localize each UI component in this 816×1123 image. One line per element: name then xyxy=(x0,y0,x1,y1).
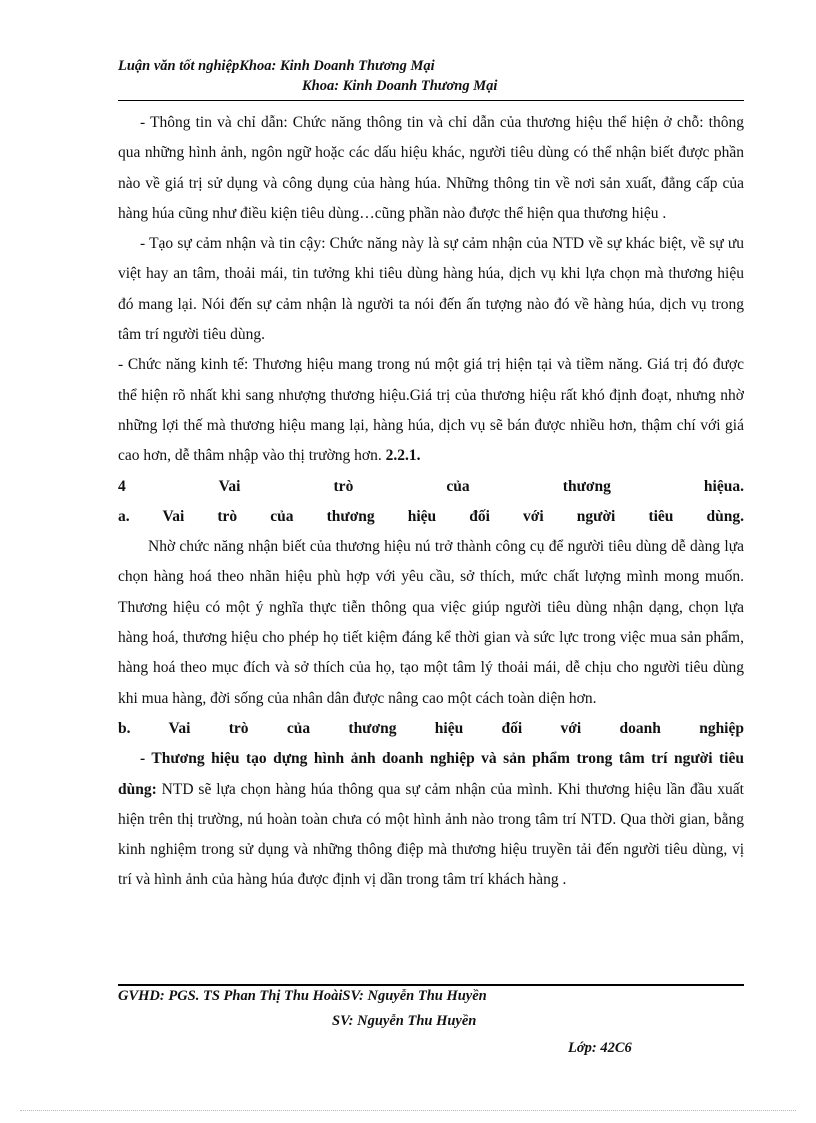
paragraph-economic-function xyxy=(118,350,744,471)
page-bottom-dotted-line xyxy=(20,1110,796,1111)
paragraph-information-function: - Thông tin và chỉ dẫn: Chức năng thông tin và chỉ dẫn của thương hiệu thể hiện ở chỗ: thông qua những hình ảnh, ngôn ngữ hoặc các dấu hiệu khác, người tiêu dùng có thể nhận biết được phần nào về giá trị sử dụng và công dụng của hàng húa. Những thông tin về nơi sản xuất, đẳng cấp của hàng húa cũng như điều kiện tiêu dùng…cũng phần nào được thể hiện qua thương hiệu . xyxy=(118,114,744,222)
header-line-1: Luận văn tốt nghiệpKhoa: Kinh Doanh Thương Mại xyxy=(118,58,435,74)
header-rule xyxy=(118,100,744,101)
paragraph-role-consumer: Nhờ chức năng nhận biết của thương hiệu nú trở thành công cụ để người tiêu dùng dễ dàng lựa chọn hàng hoá theo nhãn hiệu phù hợp với yêu cầu, sở thích, mức chất lượng mình mong muốn. Thương hiệu có một ý nghĩa thực tiễn thông qua việc giúp người tiêu dùng nhận dạng, chọn lựa hàng hoá, thương hiệu cho phép họ tiết kiệm đáng kể thời gian và sức lực trong việc mua sản phẩm, hàng hoá theo mục đích và sở thích của họ, tạo một tâm lý thoải mái, dễ chịu cho người tiêu dùng khi mua hàng, đời sống của nhân dân được nâng cao một cách toàn diện hơn. xyxy=(118,538,744,707)
footer-rule xyxy=(118,984,744,986)
paragraph-brand-image-text: NTD sẽ lựa chọn hàng húa thông qua sự cảm nhận của mình. Khi thương hiệu lần đầu xuất hiện trên thị trường, nú hoàn toàn chưa có một hình ảnh nào trong tâm trí NTD. Qua thời gian, bằng kinh nghiệm trong sử dụng và những thông điệp mà thương hiệu truyền tải đến người tiêu dùng, vị trí và hình ảnh của hàng húa được định vị dần trong tâm trí khách hàng . xyxy=(118,780,744,889)
paragraph-economic-text: - Chức năng kinh tế: Thương hiệu mang trong nú một giá trị hiện tại và tiềm năng. Giá trị đó được thể hiện rõ nhất khi sang nhượng thương hiệu.Giá trị của thương hiệu rất khó định đoạt, nhưng nhờ những lợi thế mà thương hiệu mang lại, hàng húa, dịch vụ sẽ bán được nhiều hơn, thậm chí với giá cao hơn, dễ thâm nhập vào thị trường hơn. xyxy=(118,356,744,465)
document-body xyxy=(118,108,744,896)
section-number: 2.2.1. xyxy=(385,447,421,465)
header-line-2: Khoa: Kinh Doanh Thương Mại xyxy=(302,78,498,94)
heading-brand-role: 4 Vai trò của thương hiệua. xyxy=(118,477,744,495)
footer-line-2: SV: Nguyễn Thu Huyền xyxy=(332,1013,477,1029)
footer-class: Lớp: 42C6 xyxy=(568,1040,632,1056)
footer-line-1: GVHD: PGS. TS Phan Thị Thu HoàiSV: Nguyễn Thu Huyền xyxy=(118,988,487,1004)
paragraph-perception-trust: - Tạo sự cảm nhận và tin cậy: Chức năng này là sự cảm nhận của NTD về sự khác biệt, về sự ưu việt hay an tâm, thoải mái, tin tưởng khi tiêu dùng hàng húa, dịch vụ khi lựa chọn mà thương hiệu đó mang lại. Nói đến sự cảm nhận là người ta nói đến ấn tượng nào đó về hàng húa, dịch vụ trong tâm trí người tiêu dùng. xyxy=(118,235,744,344)
heading-role-consumer: a. Vai trò của thương hiệu đối với người tiêu dùng. xyxy=(118,507,744,525)
paragraph-brand-image-lead: - Thương hiệu tạo dựng hình ảnh doanh nghiệp và sản phẩm trong tâm trí người tiêu dùng: xyxy=(118,750,744,798)
paragraph-brand-image xyxy=(118,744,744,895)
heading-role-enterprise: b. Vai trò của thương hiệu đối với doanh nghiệp xyxy=(118,719,744,737)
